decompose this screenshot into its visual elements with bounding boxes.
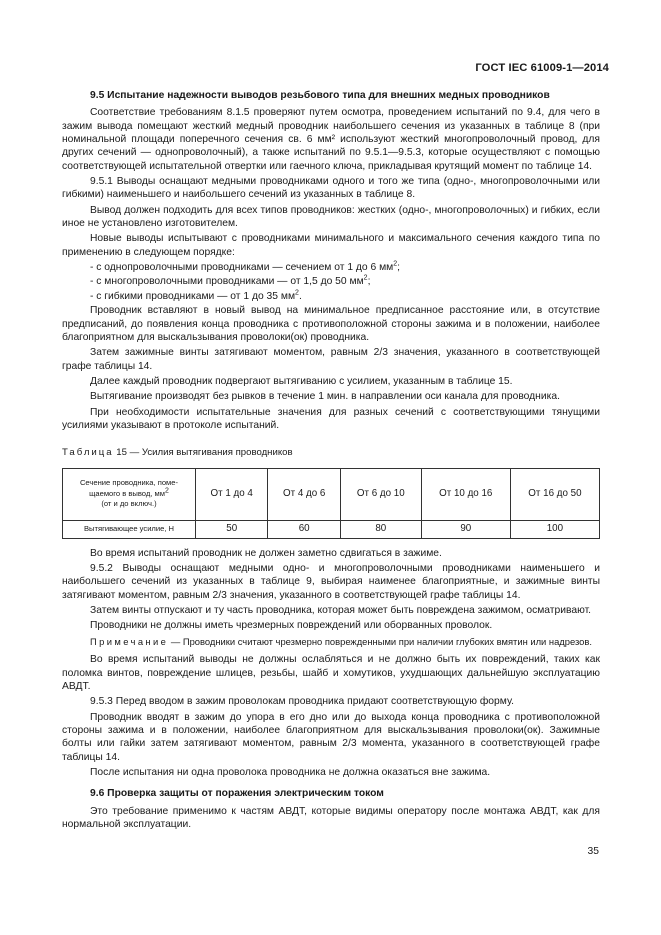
table-row-label: Вытягивающее усилие, Н xyxy=(63,520,196,538)
table-stub-header: Сечение проводника, поме- щаемого в вывод, $мм^2$ (от и до включ.) xyxy=(63,468,196,520)
paragraph: Затем зажимные винты затягивают моментом, равным 2/3 значения, указанного в соответствующей графе таблицы 14. xyxy=(62,347,600,372)
paragraph: Это требование применимо к частям АВДТ, которые видимы оператору после монтажа АВДТ, как для нормальной эксплуатации. xyxy=(62,805,600,830)
note-label: Примечание xyxy=(90,635,169,647)
table-column-header: От 1 до 4 xyxy=(196,468,268,520)
paragraph: Во время испытаний выводы не должны ослабляться и не должно быть их повреждений, таких как поломка винтов, повреждение шлицев, резьбы, шайб и хомутиков, ухудшающих дальнейшую эксплуатацию АВДТ. xyxy=(62,654,600,692)
table-cell: 90 xyxy=(421,520,510,538)
paragraph: Во время испытаний проводник не должен заметно сдвигаться в зажиме. xyxy=(90,547,442,559)
paragraph: Соответствие требованиям 8.1.5 проверяют путем осмотра, проведением испытаний по 9.4, для чего в зажим вывода помещают жесткий медный проводник наибольшего сечения из указанных в таблице 8 (при номинальной площади поперечного сечения св. 6 мм² используют жесткий многопроволочный провод, для других сечений — однопроволочный), а также испытаний по 9.5.1—9.5.3, которые осуществляют с помощью соответствующей испытательной отвертки или гаечного ключа, прикладывая крутящий момент по таблице 14. xyxy=(62,107,600,172)
table-row xyxy=(63,520,600,538)
list-item: - с гибкими проводниками — от 1 до 35 $мм^2$. xyxy=(90,289,302,302)
paragraph: 9.5.1 Выводы оснащают медными проводниками одного и того же типа (одно-, многопроволочными или гибкими) наименьшего и наибольшего сечений из указанных в таблице 8. xyxy=(62,176,600,201)
paragraph: 9.5.3 Перед вводом в зажим проволокам проводника придают соответствующую форму. xyxy=(90,696,514,708)
list-item: - с многопроволочными проводниками — от 1,5 до 50 $мм^2$; xyxy=(90,275,371,288)
standard-header: ГОСТ IEC 61009-1—2014 xyxy=(475,62,609,74)
table-column-header: От 6 до 10 xyxy=(340,468,421,520)
page-number: 35 xyxy=(587,846,599,857)
section-9-6-heading: 9.6 Проверка защиты от поражения электрическим током xyxy=(90,788,384,800)
paragraph: После испытания ни одна проволока проводника не должна оказаться вне зажима. xyxy=(90,766,491,778)
paragraph: Вытягивание производят без рывков в течение 1 мин. в направлении оси канала для проводника. xyxy=(90,391,560,403)
note-text: — Проводники считают чрезмерно поврежденными при наличии глубоких вмятин или надрезов. xyxy=(168,635,592,647)
paragraph: Далее каждый проводник подвергают вытягиванию с усилием, указанным в таблице 15. xyxy=(90,375,513,387)
paragraph: Проводник вставляют в новый вывод на минимальное предписанное расстояние или, в отсутствие предписаний, до появления конца проводника с противоположной стороны зажима и в положении, наиболее благоприятном для выскальзывания проволоки(ок) проводника. xyxy=(62,305,600,343)
paragraph: Вывод должен подходить для всех типов проводников: жестких (одно-, многопроволочных) и гибких, если иное не установлено изготовителем. xyxy=(62,204,600,230)
note xyxy=(62,636,600,649)
list-item: - с однопроволочными проводниками — сечением от 1 до 6 $мм^2$; xyxy=(90,260,401,274)
section-9-5-heading: 9.5 Испытание надежности выводов резьбового типа для внешних медных проводников xyxy=(90,90,550,101)
paragraph: 9.5.2 Выводы оснащают медными одно- и многопроволочными проводниками наименьшего и наибольшего сечений из указанных в таблице 9, выбирая наименее благоприятные, и зажимные винты затягивают моментом, равным 2/3 значения, указанного в соответствующей графе таблицы 14. xyxy=(62,562,600,601)
paragraph: При необходимости испытательные значения для разных сечений с соответствующими тянущими усилиями указывают в протоколе испытаний. xyxy=(62,406,600,431)
table-column-header: От 16 до 50 xyxy=(510,468,599,520)
paragraph: Проводник вводят в зажим до упора в его дно или до выхода конца проводника с противоположной стороны зажима и в положении, наиболее благоприятном для выскальзывания проволоки(ок). Зажимные болты или гайки затем затягивают моментом, равным 2/3 момента, указанного в соответствующей графе таблицы 14. xyxy=(62,711,600,763)
page-content xyxy=(62,89,600,833)
paragraph: Затем винты отпускают и ту часть проводника, которая может быть повреждена зажимом, осматривают. xyxy=(90,604,592,616)
paragraph: Новые выводы испытывают с проводниками минимального и максимального сечения каждого типа по применению в следующем порядке: xyxy=(62,233,600,258)
table-15 xyxy=(62,468,600,539)
table-column-header: От 10 до 16 xyxy=(421,468,510,520)
table-cell: 80 xyxy=(340,520,421,538)
table-cell: 60 xyxy=(268,520,340,538)
table-cell: 50 xyxy=(196,520,268,538)
table-15-title: Таблица 15 — Усилия вытягивания проводников xyxy=(62,447,293,459)
paragraph: Проводники не должны иметь чрезмерных повреждений или оборванных проволок. xyxy=(90,620,493,632)
table-cell: 100 xyxy=(510,520,599,538)
table-column-header: От 4 до 6 xyxy=(268,468,340,520)
table-header-row xyxy=(63,468,600,520)
